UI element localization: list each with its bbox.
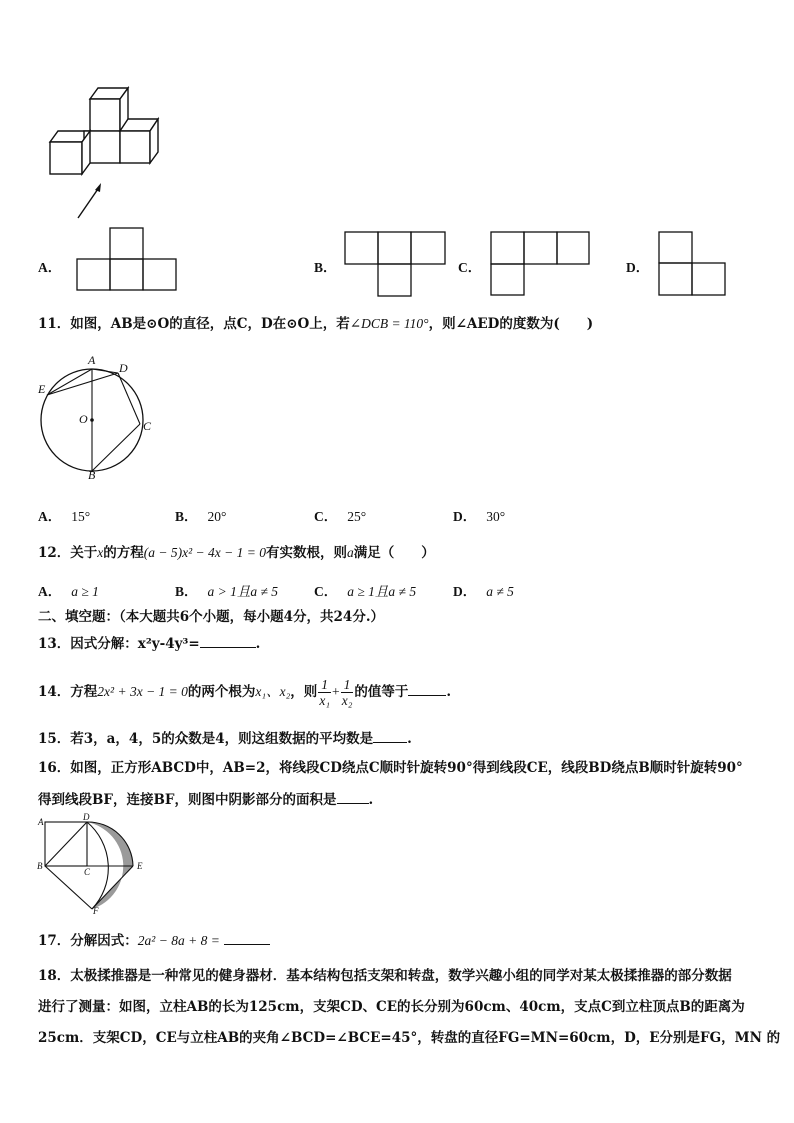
label-e: E [137, 861, 143, 871]
q11-option-a[interactable]: A． 15° [38, 509, 91, 524]
q11-option-c[interactable]: C． 25° [314, 509, 367, 524]
q18-line3: 25cm．支架CD，CE与立柱AB的夹角∠BCD=∠BCE=45°，转盘的直径FG=MN=60cm，D，E分别是FG，MN 的 [38, 1030, 781, 1046]
q16-line2: 得到线段BF，连接BF，则图中阴影部分的面积是 . [38, 789, 373, 810]
label-a: A [38, 817, 44, 827]
q11-option-d[interactable]: D． 30° [453, 509, 506, 524]
q18-line1: 18．太极揉推器是一种常见的健身器材．基本结构包括支架和转盘，数学兴趣小组的同学对某太极揉推器的部分数据 [38, 968, 732, 984]
q12-option-a[interactable]: A． a ≥ 1 [38, 584, 99, 599]
label-b: B [88, 468, 96, 482]
q12-option-b[interactable]: B． a > 1且a ≠ 5 [175, 584, 279, 599]
q11-option-b[interactable]: B． 20° [175, 509, 227, 524]
option-b-label[interactable]: B． [314, 260, 337, 275]
q17-blank[interactable] [224, 930, 270, 945]
label-d: D [83, 812, 90, 822]
option-a-label[interactable]: A． [38, 260, 62, 275]
q13-stem: 13．因式分解：x²y-4y³= . [38, 633, 260, 654]
label-o: O [79, 412, 88, 426]
label-d: D [119, 361, 128, 375]
q11-stem: 11．如图，AB是⊙O的直径，点C，D在⊙O上，若∠DCB = 110°，则∠AED的度数为( ) [38, 316, 594, 332]
label-e: E [38, 382, 46, 396]
label-a: A [88, 353, 96, 367]
q12-option-c[interactable]: C． a ≥ 1且a ≠ 5 [314, 584, 417, 599]
q16-line1: 16．如图，正方形ABCD中，AB=2，将线段CD绕点C顺时针旋转90°得到线段CE，线段BD绕点B顺时针旋转90° [38, 760, 743, 776]
option-c-label[interactable]: C． [458, 260, 482, 275]
q12-option-d[interactable]: D． a ≠ 5 [453, 584, 514, 599]
label-c: C [143, 419, 152, 433]
q14-stem: 14．方程2x² + 3x − 1 = 0的两个根为x₁、x₂，则 $\frac{1}{\text{x₁}}$ + $\frac{1}{\text{x₂}}$ 的值等于 . [38, 677, 452, 708]
q12-stem: 12．关于x的方程(a − 5)x² − 4x − 1 = 0有实数根，则a满足（ ） [38, 545, 435, 561]
section-heading: 二、填空题：（本大题共6个小题，每小题4分，共24分.） [38, 609, 385, 625]
option-d-label[interactable]: D． [626, 260, 650, 275]
label-f: F [93, 906, 99, 916]
q18-line2: 进行了测量：如图，立柱AB的长为125cm，支架CD、CE的长分别为60cm、40cm，支点C到立柱顶点B的距离为 [38, 999, 745, 1015]
q15-stem: 15．若3，a，4，5的众数是4，则这组数据的平均数是 . [38, 728, 412, 749]
label-b: B [37, 861, 43, 871]
label-c: C [84, 867, 91, 877]
q17-stem: 17．分解因式：2a² − 8a + 8 = [38, 930, 270, 951]
